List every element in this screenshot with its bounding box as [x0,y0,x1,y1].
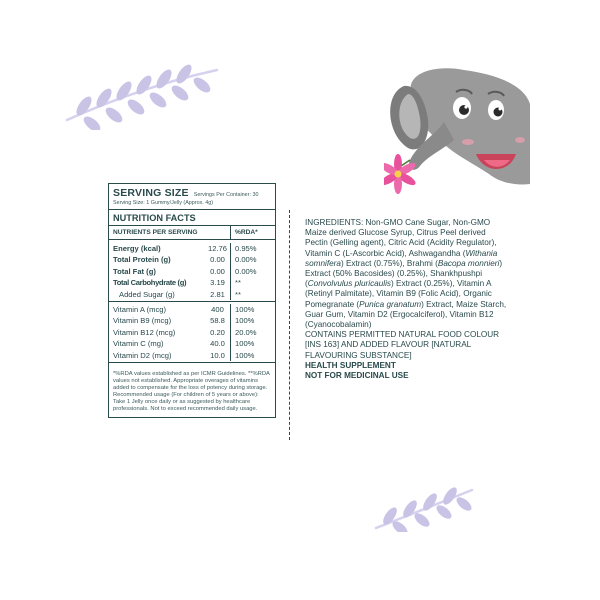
nutrient-name: Vitamin C (mg) [113,339,164,349]
nutrient-value: 3.19 [205,277,231,288]
nutrient-name: Vitamin B12 (mcg) [113,327,176,337]
nutrient-rda: 0.00% [235,255,257,265]
nutrient-name: Total Carbohydrate (g) [113,278,187,288]
serving-size-detail: Serving Size: 1 Gummy/Jelly (Approx. 4g) [113,200,214,206]
nutrition-facts-title: NUTRITION FACTS [109,210,275,226]
nutrient-rda: ** [235,289,241,299]
servings-per-container: Servings Per Container: 30 [193,192,259,198]
nutrient-rda: 100% [235,316,255,326]
nutrient-value: 2.81 [205,289,231,300]
nutrient-name: Added Sugar (g) [119,289,175,299]
rda-footnote: *%RDA values established as per ICMR Guidelines. **%RDA values not established. Appropriate overages of vitamins added to compensate for the loss of potency during storage. Recommended usage (For children of 5 years or above): Take 1 Jelly once daily or as suggested by healthcare professionals. Not to exceed recommended daily usage. [113,371,270,413]
nutrient-name: Energy (kcal) [113,244,161,253]
latin-name: Withania somnifera [305,248,498,268]
ingredients-part: ) Extract (0.25%), Vitamin A (Retinyl Palmitate), Vitamin B9 (Folic Acid), Organic Pomegranate ( [305,279,492,309]
table-row [109,315,275,326]
lavender-leaf-icon [372,484,476,532]
nutrient-name: Vitamin D2 (mcg) [113,350,172,360]
nutrient-name: Total Protein (g) [113,255,171,265]
nutrients-column-header: NUTRIENTS PER SERVING [109,226,231,239]
latin-name: Punica granatum [359,299,422,309]
nutrient-value: 0.00 [205,254,231,265]
table-row [109,254,275,265]
table-row [109,277,275,288]
nutrition-facts-panel [108,183,276,418]
table-row [109,327,275,338]
nutrient-rda: 100% [235,350,255,360]
table-row [109,289,275,302]
table-row [109,338,275,349]
rda-column-header: %RDA* [235,229,258,236]
table-row [109,243,275,254]
nutrient-rda: 0.00% [235,266,257,276]
nutrient-name: Vitamin A (mcg) [113,305,167,315]
table-row [109,304,275,315]
latin-name: Convolvulus pluricaulis [307,279,392,289]
nutrient-rda: ** [235,278,241,288]
nutrient-value: 400 [205,304,231,315]
ingredients-block [305,218,510,381]
nutrients-table-header [109,226,275,240]
serving-size-block [109,184,275,210]
ingredients-part: ) Extract (0.75%), Brahmi ( [340,258,438,268]
nutrient-rda: 20.0% [235,327,257,337]
table-row [109,266,275,277]
dashed-divider [289,210,290,440]
lavender-leaf-icon [62,60,222,130]
nutrient-value: 0.00 [205,266,231,277]
colour-flavour-note: CONTAINS PERMITTED NATURAL FOOD COLOUR [INS 163] AND ADDED FLAVOUR [NATURAL FLAVOURING SUBSTANCE] [305,330,500,360]
ingredients-lead: INGREDIENTS: Non-GMO Cane Sugar, Non-GMO Maize derived Glucose Syrup, Citrus Peel derived Pectin (Gelling agent), Citric Acid (Acidity Regulator), Vitamin C (L-Ascorbic Acid), Ashwagandha ( [305,218,497,258]
nutrient-value: 0.20 [205,327,231,338]
health-supplement-label: HEALTH SUPPLEMENT [305,360,396,370]
nutrient-value: 58.8 [205,315,231,326]
nutrient-name: Vitamin B9 (mcg) [113,316,172,326]
nutrient-name: Total Fat (g) [113,266,156,276]
nutrient-value: 10.0 [205,350,231,361]
ingredients-part: ) Extract, Maize Starch, Guar Gum, Vitamin D2 (Ergocalciferol), Vitamin B12 (Cyanocobalamin) [305,299,507,330]
latin-name: Bacopa monnieri [437,258,500,268]
nutrient-rda: 100% [235,305,255,315]
serving-size-title: SERVING SIZE [113,187,189,199]
not-medicinal-label: NOT FOR MEDICINAL USE [305,371,409,381]
nutrient-value: 12.76 [205,243,231,254]
elephant-mascot-icon [384,64,530,212]
nutrient-rda: 0.95% [235,244,257,253]
nutrient-rda: 100% [235,339,255,349]
ingredients-part: ) Extract (50% Bacosides) (0.25%), Shankhpushpi ( [305,258,503,289]
nutrients-table [109,240,275,363]
nutrient-value: 40.0 [205,338,231,349]
ingredients-text [305,218,510,330]
table-row [109,350,275,363]
